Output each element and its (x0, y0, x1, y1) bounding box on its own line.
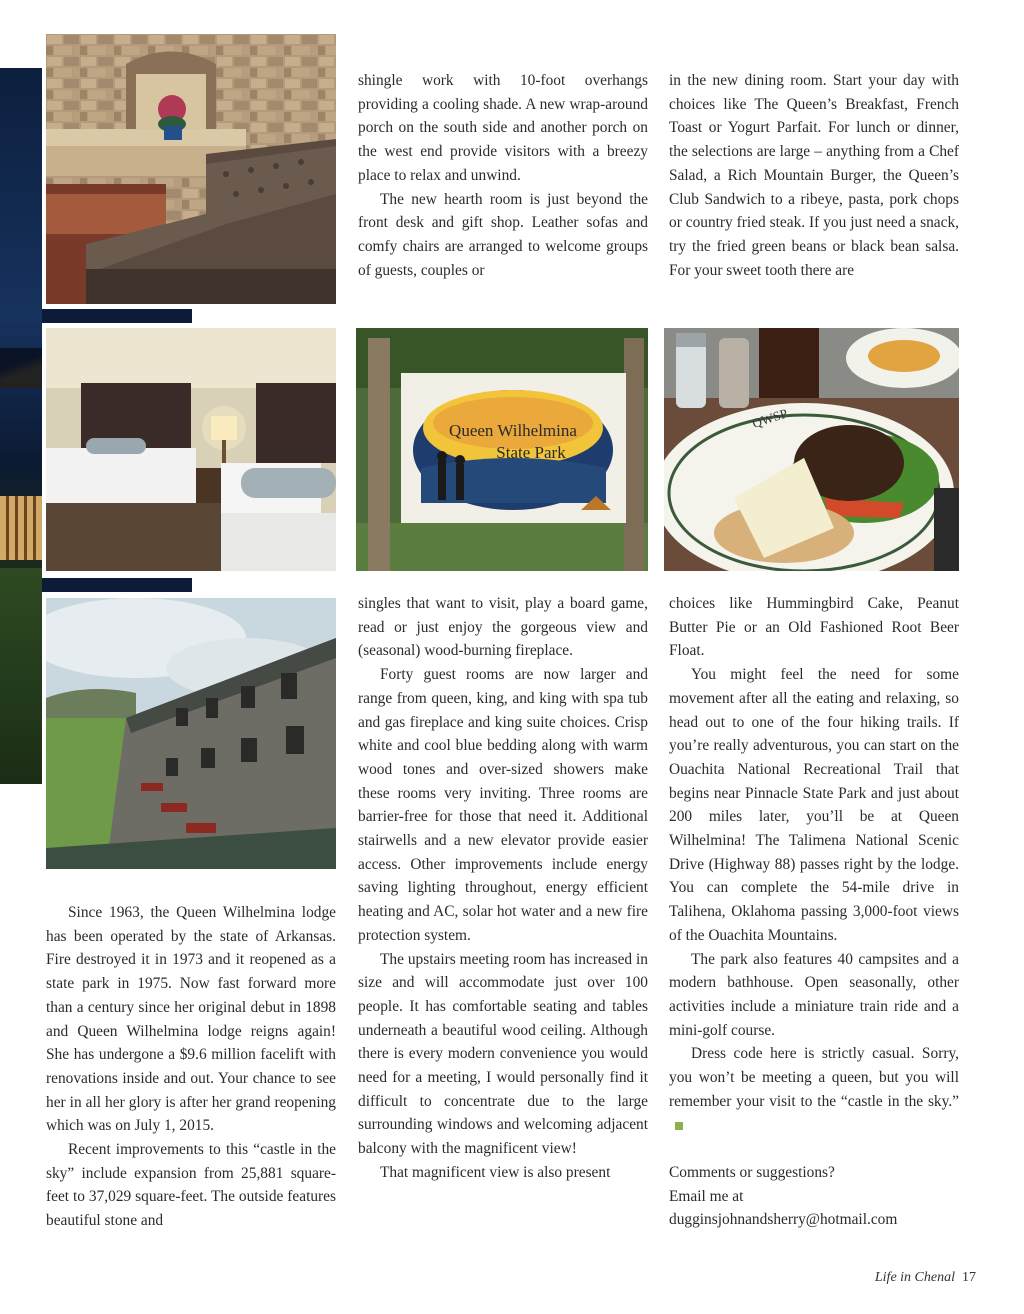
sign-line1: Queen Wilhelmina (449, 421, 577, 440)
guest-room-photo (46, 328, 336, 571)
paragraph: The upstairs meeting room has increased in size and will accommodate just over 100 people. It has comfortable seating and tables underneath a beautiful wood ceiling. Although there is every modern convenience you would need for a meeting, I would personally find it difficult to concentrate due to the large surrounding windows and welcoming adjacent balcony with the magnificent view! (358, 950, 648, 1158)
hearth-room-photo (46, 34, 336, 304)
end-of-article-icon (675, 1122, 683, 1130)
paragraph: That magnificent view is also present (380, 1163, 611, 1181)
comments-prompt: Comments or suggestions? (669, 1163, 835, 1181)
plate-text: QWSP (750, 405, 790, 431)
page-footer (875, 1270, 976, 1286)
paragraph: singles that want to visit, play a board game, read or just enjoy the gorgeous view and (seasonal) wood-burning fireplace. (358, 595, 648, 660)
paragraph: The new hearth room is just beyond the front desk and gift shop. Leather sofas and comfy chairs are arranged to welcome groups of guests, couples or (358, 190, 648, 279)
magazine-name: Life in Chenal (874, 1270, 955, 1285)
meal-illustration (664, 328, 959, 571)
page-number: 17 (962, 1270, 976, 1285)
lawn (0, 568, 42, 784)
article-column-2-bottom (358, 592, 648, 1185)
paragraph: in the new dining room. Start your day with choices like The Queen’s Breakfast, French Toast or Yogurt Parfait. For lunch or dinner, the selections are large – anything from a Chef Salad, a Rich Mountain Burger, the Queen’s Club Sandwich to a ribeye, pasta, pork chops or country fried steak. If you just need a snack, try the fried green beans or black bean salsa. For your sweet tooth there are (669, 72, 959, 279)
paragraph: Recent improvements to this “castle in the sky” include expansion from 25,881 square-feet to 37,029 square-feet. The outside features beautiful stone and (46, 1141, 336, 1230)
article-column-2-top (358, 69, 648, 282)
lodge-balcony-illustration (46, 598, 336, 869)
accent-rule (42, 578, 192, 592)
paragraph: Forty guest rooms are now larger and range from queen, king, and king with spa tub and gas fireplace and king suite choices. Crisp white and cool blue bedding along with warm wood tones and over-sized showers make these rooms very inviting. Three rooms are barrier-free for those that need it. Additional stairwells and a new elevator provide easier access. Other improvements include energy saving lighting throughout, energy efficient heating and AC, solar hot water and a new fire protection system. (358, 666, 648, 944)
lit-windows (0, 496, 42, 560)
paragraph: You might feel the need for some movement after all the eating and relaxing, so head out to one of the four hiking trails. If you’re really adventurous, you can start on the Ouachita National Recreational Trail that begins near Pinnacle State Park and just about 200 miles later, you’ll be at Queen Wilhelmina! The Talimena National Scenic Drive (Highway 88) passes right by the lodge. You can complete the 54-mile drive in Talihena, Oklahoma passing 3,000-foot views of the Ouachita Mountains. (669, 666, 959, 944)
paragraph: choices like Hummingbird Cake, Peanut Butter Pie or an Old Fashioned Root Beer Float. (669, 595, 959, 660)
paragraph-text: Dress code here is strictly casual. Sorry, you won’t be meeting a queen, but you will remember your visit to the “castle in the sky.” (669, 1045, 959, 1110)
email-label: Email me at (669, 1187, 744, 1205)
article-column-3-top (669, 69, 959, 282)
accent-rule (42, 309, 192, 323)
paragraph: The park also features 40 campsites and a modern bathhouse. Open seasonally, other activities include a miniature train ride and a mini-golf course. (669, 950, 959, 1039)
lodge-balcony-photo (46, 598, 336, 869)
background-photo-strip (0, 68, 42, 784)
paragraph: Since 1963, the Queen Wilhelmina lodge has been operated by the state of Arkansas. Fire destroyed it in 1973 and it reopened as a state park in 1975. Now fast forward more than a century since her original debut in 1898 and Queen Wilhelmina lodge reigns again! She has undergone a $9.6 million facelift with renovations inside and out. Your chance to see her in all her glory is after her grand reopening which was on July 1, 2015. (46, 904, 336, 1135)
park-sign-illustration (356, 328, 648, 571)
guest-room-illustration (46, 328, 336, 571)
meal-photo (664, 328, 959, 571)
closing-paragraph (669, 1042, 959, 1137)
hearth-room-illustration (46, 34, 336, 304)
paragraph: shingle work with 10-foot overhangs providing a cooling shade. A new wrap-around porch on the south side and another porch on the west end provide visitors with a breezy place to relax and unwind. (358, 72, 648, 184)
roof-silhouette (0, 348, 42, 388)
sign-line2: State Park (496, 443, 566, 462)
email-link[interactable]: dugginsjohnandsherry@hotmail.com (669, 1211, 898, 1229)
article-column-1 (46, 901, 336, 1233)
article-column-3-bottom (669, 592, 959, 1232)
park-sign-photo (356, 328, 648, 571)
